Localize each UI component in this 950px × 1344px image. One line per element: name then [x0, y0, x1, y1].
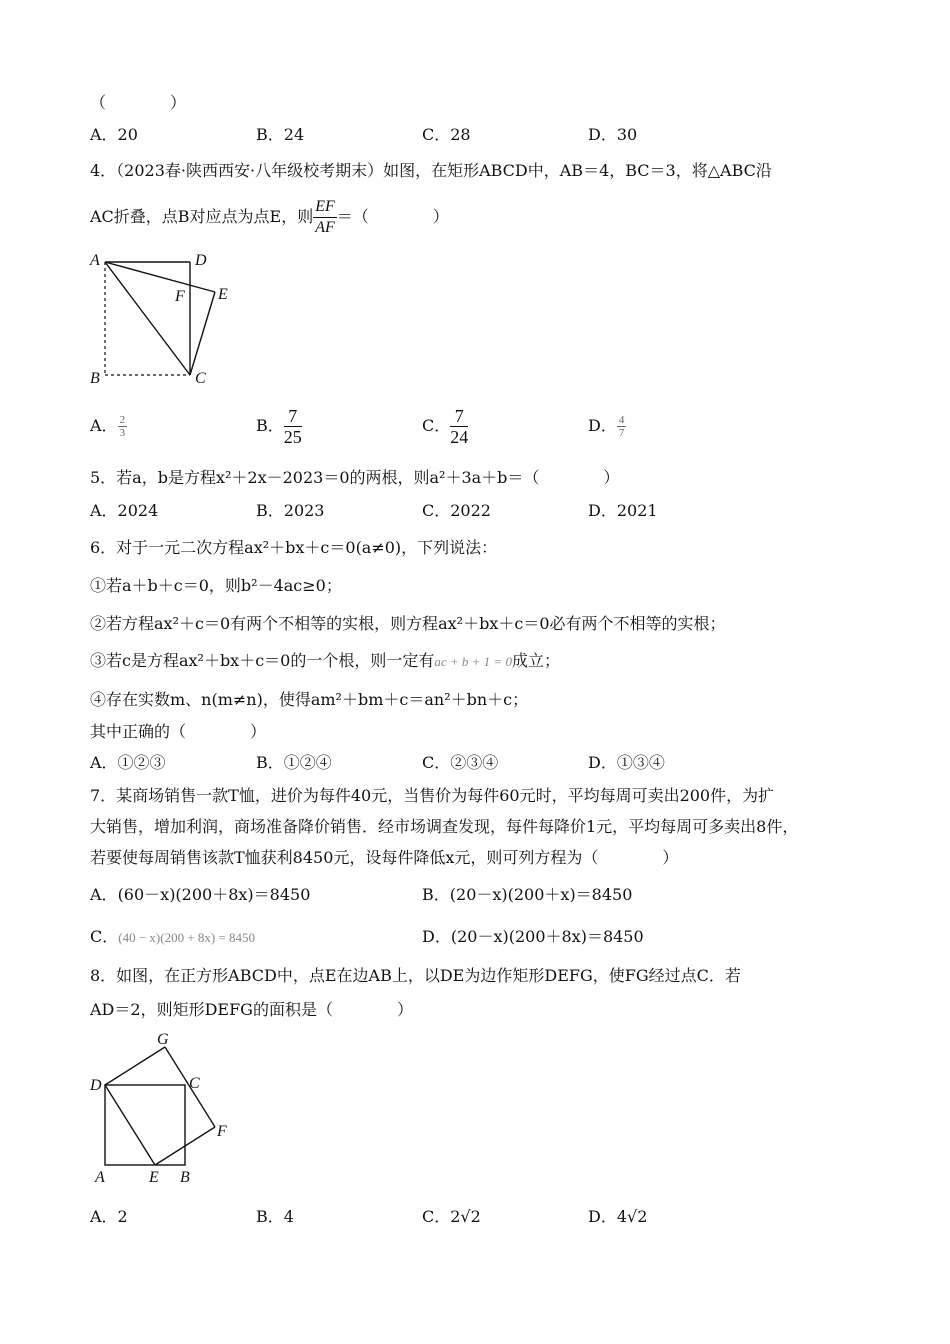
q7-option-c-equation: (40 − x)(200 + 8x) = 8450	[118, 930, 256, 945]
q6-statement-3	[90, 650, 560, 673]
q6-option-d: D．①③④	[588, 753, 665, 772]
q4-option-a	[90, 404, 127, 448]
q7-option-a	[90, 884, 310, 906]
q4-stem-line2-suffix: ＝（ ）	[336, 207, 449, 226]
q4-option-d	[588, 404, 626, 448]
q5-option-a: A．2024	[90, 501, 159, 520]
q4-label-c: C	[195, 370, 206, 387]
q6-option-a: A．①②③	[90, 753, 166, 772]
q8-option-a: A．2	[90, 1207, 128, 1226]
q4-option-d-fraction	[617, 414, 627, 439]
q3-option-c: C．28	[422, 125, 471, 144]
q7-stem-line1: 7．某商场销售一款T恤，进价为每件40元，当售价为每件60元时，平均每周可卖出200件，为扩	[90, 786, 775, 805]
q4-option-b-fraction	[284, 406, 302, 447]
q7-option-b	[422, 884, 632, 906]
q4-edge-ec	[190, 292, 215, 375]
q8-label-d: D	[90, 1077, 102, 1094]
q6-option-c: C．②③④	[422, 753, 499, 772]
q7-option-b-letter: B．	[422, 885, 450, 904]
q4-figure-rectangle-fold	[80, 245, 250, 390]
q6-option-b: B．①②④	[256, 753, 332, 772]
q4-label-d: D	[195, 252, 207, 269]
q5-option-d: D．2021	[588, 501, 658, 520]
q4-option-a-fraction	[118, 414, 128, 439]
q8-stem-line1: 8．如图，在正方形ABCD中，点E在边AB上，以DE为边作矩形DEFG，使FG经过点C．若	[90, 966, 741, 985]
q7-stem-line3: 若要使每周销售该款T恤获利8450元，设每件降低x元，则可列方程为（ ）	[90, 848, 679, 867]
q4-option-b-num: 7	[284, 406, 302, 427]
q4-label-a: A	[90, 252, 100, 269]
q4-label-f: F	[175, 288, 185, 305]
q6-statement-3-prefix: ③若c是方程ax²＋bx＋c＝0的一个根，则一定有	[90, 651, 435, 670]
q4-label-e: E	[218, 286, 228, 303]
q4-fraction-denominator: AF	[315, 219, 335, 236]
q4-option-d-den: 7	[618, 427, 625, 439]
q8-label-g: G	[157, 1031, 169, 1048]
q8-label-e: E	[149, 1169, 159, 1186]
q5-option-c: C．2022	[422, 501, 491, 520]
q4-option-c-num: 7	[450, 406, 468, 427]
q7-option-d	[422, 926, 644, 948]
q4-fraction	[313, 197, 337, 238]
q4-diagonal-ac	[105, 262, 190, 375]
q4-option-b-den: 25	[283, 427, 302, 447]
q7-option-c	[90, 926, 255, 949]
q4-option-c-den: 24	[450, 427, 469, 447]
q3-answer-paren: （ ）	[90, 93, 187, 112]
q6-statement-3-formula: ac + b + 1 = 0	[434, 654, 512, 669]
q6-question: 其中正确的（ ）	[90, 722, 267, 741]
q7-option-b-equation: (20－x)(200＋x)＝8450	[449, 885, 633, 904]
q8-label-a: A	[95, 1169, 105, 1186]
q8-figure-square-rectangle	[85, 1030, 255, 1190]
q4-option-c	[422, 404, 468, 448]
q3-option-b: B．24	[256, 125, 305, 144]
q4-option-a-letter: A．	[90, 416, 118, 435]
q6-statement-4: ④存在实数m、n(m≠n)，使得am²＋bm＋c＝an²＋bn＋c；	[90, 690, 529, 709]
q8-label-c: C	[189, 1075, 200, 1092]
q7-option-d-letter: D．	[422, 927, 451, 946]
q7-option-d-equation: (20－x)(200＋8x)＝8450	[450, 927, 644, 946]
q8-option-d: D．4√2	[588, 1207, 648, 1226]
q8-label-f: F	[217, 1123, 227, 1140]
q4-option-a-den: 3	[119, 427, 126, 439]
q3-option-d: D．30	[588, 125, 638, 144]
q4-fraction-numerator: EF	[313, 197, 337, 218]
q4-option-c-letter: C．	[422, 416, 451, 435]
q8-option-c: C．2√2	[422, 1207, 481, 1226]
q8-stem-line2: AD＝2，则矩形DEFG的面积是（ ）	[90, 1000, 413, 1019]
q4-option-d-letter: D．	[588, 416, 617, 435]
q4-option-d-num: 4	[618, 414, 625, 426]
q4-option-c-fraction	[450, 406, 468, 447]
q7-option-a-equation: (60－x)(200＋8x)＝8450	[117, 885, 311, 904]
q6-statement-3-suffix: 成立；	[511, 651, 560, 670]
q6-statement-2: ②若方程ax²＋c＝0有两个不相等的实根，则方程ax²＋bx＋c＝0必有两个不相等的实根；	[90, 614, 726, 633]
q4-option-a-num: 2	[119, 414, 126, 426]
q6-statement-1: ①若a＋b＋c＝0，则b²－4ac≥0；	[90, 576, 342, 595]
q4-label-b: B	[90, 370, 100, 387]
q8-edge-de	[105, 1085, 155, 1165]
q7-option-c-letter: C．	[90, 927, 119, 946]
q4-stem-line1: 4．（2023春·陕西西安·八年级校考期末）如图，在矩形ABCD中，AB＝4，BC＝3，将△ABC沿	[90, 161, 772, 180]
q6-stem: 6．对于一元二次方程ax²＋bx＋c＝0(a≠0)，下列说法：	[90, 538, 498, 557]
q4-stem-line2	[90, 195, 449, 239]
q3-option-a: A．20	[90, 125, 138, 144]
q8-label-b: B	[180, 1169, 190, 1186]
q8-edge-gd	[105, 1047, 165, 1085]
q4-option-b-letter: B．	[256, 416, 284, 435]
q4-option-b	[256, 404, 302, 448]
q4-stem-line2-prefix: AC折叠，点B对应点为点E，则	[90, 207, 314, 226]
q8-option-b: B．4	[256, 1207, 294, 1226]
q5-option-b: B．2023	[256, 501, 325, 520]
q5-stem: 5．若a，b是方程x²＋2x－2023＝0的两根，则a²＋3a＋b＝（ ）	[90, 468, 620, 487]
q7-stem-line2: 大销售，增加利润，商场准备降价销售．经市场调查发现，每件每降价1元，平均每周可多卖出8件，	[90, 817, 799, 836]
q7-option-a-letter: A．	[90, 885, 118, 904]
